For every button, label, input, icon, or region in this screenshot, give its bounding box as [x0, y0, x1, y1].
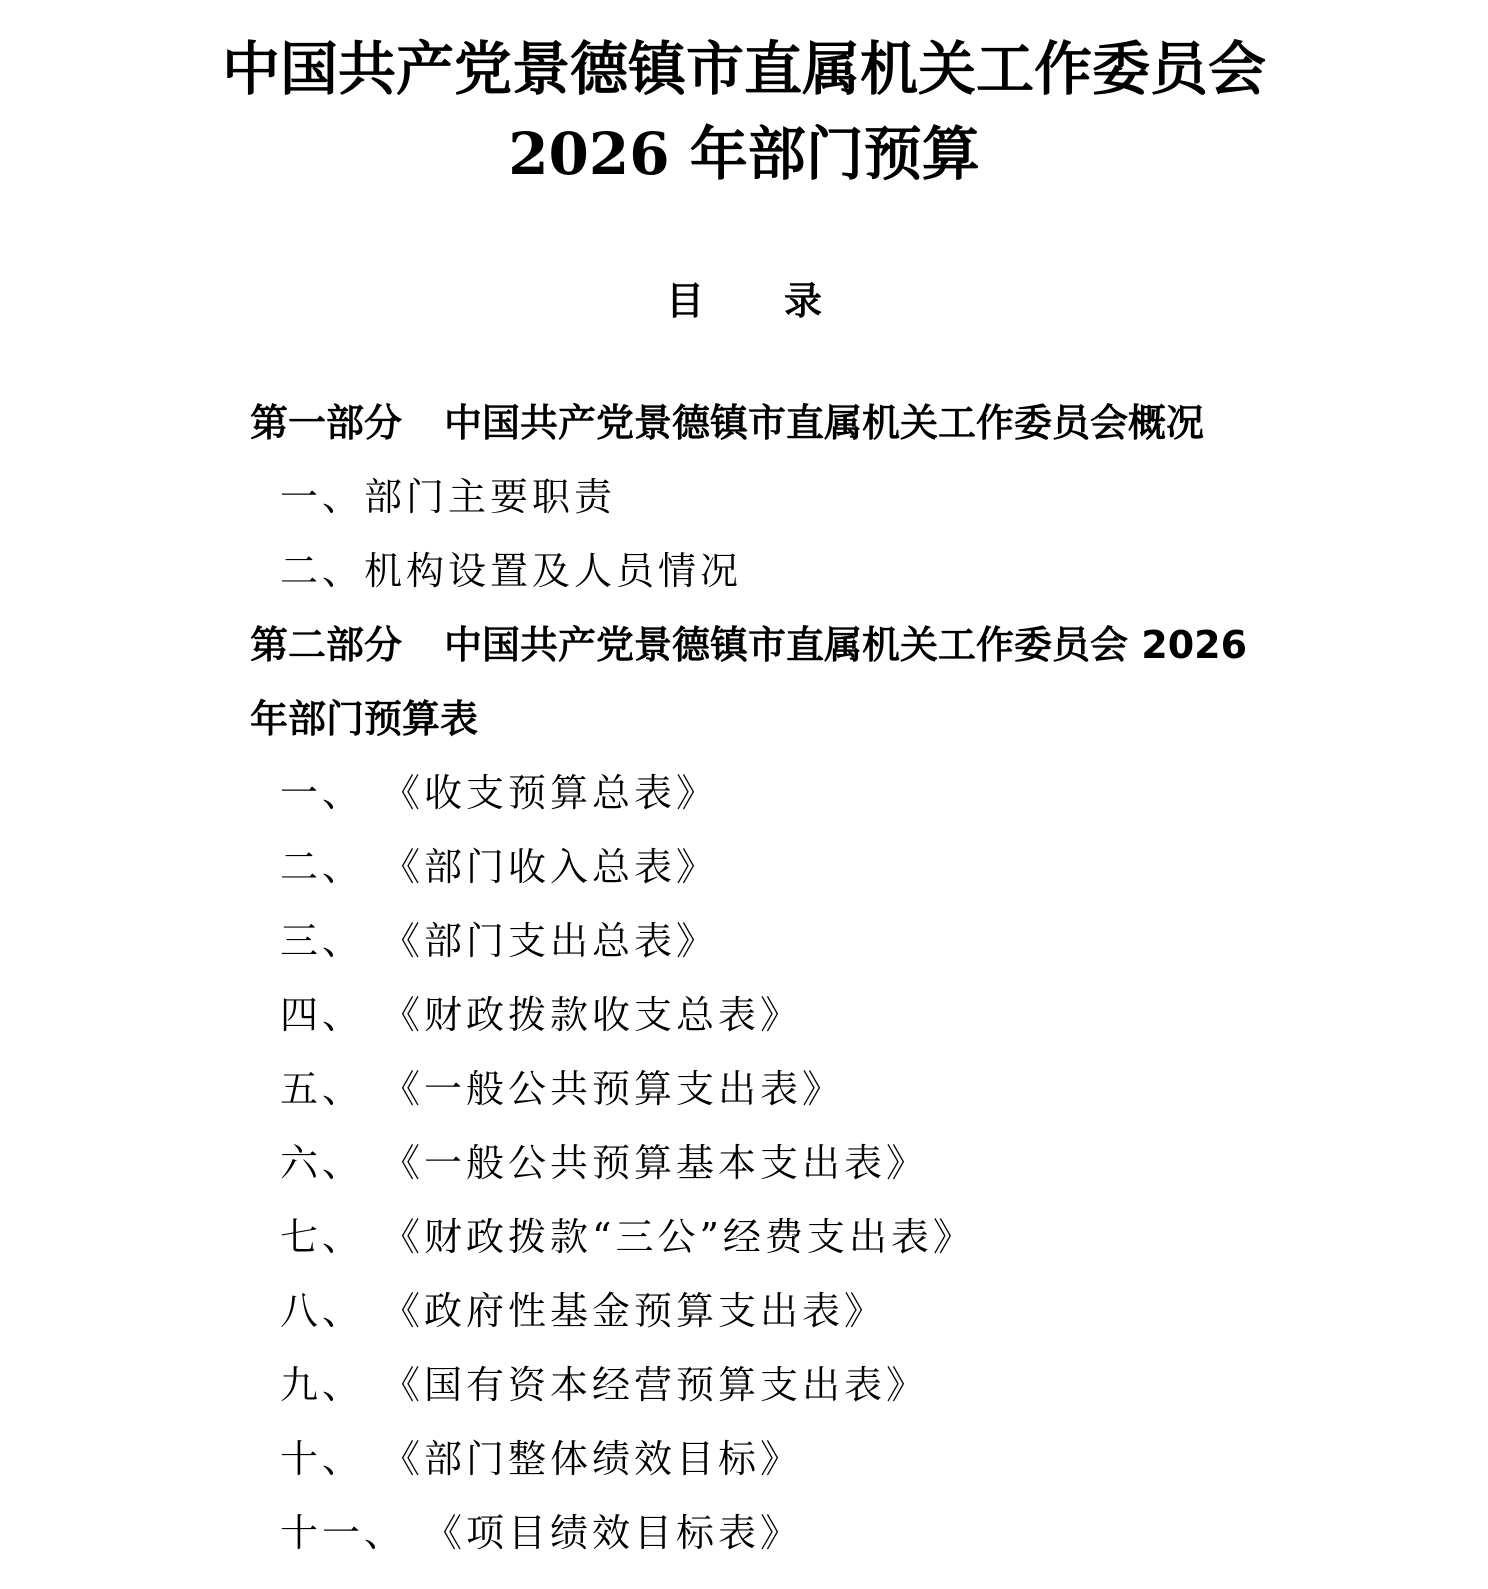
toc-heading: 目录	[665, 279, 902, 323]
toc-item-number: 七、	[280, 1215, 365, 1259]
toc-item-number: 一、	[280, 475, 365, 519]
toc-item-number: 二、	[280, 549, 365, 593]
toc-item[interactable]	[280, 1363, 929, 1407]
toc-part1-heading[interactable]	[250, 401, 1205, 445]
toc-item[interactable]	[280, 1215, 975, 1259]
toc-item[interactable]	[280, 1141, 929, 1185]
toc-item-number: 二、	[280, 845, 365, 889]
part-label: 第二部分	[250, 623, 403, 667]
toc-item[interactable]	[280, 993, 803, 1037]
toc-item-text: 《财政拨款“三公”经费支出表》	[382, 1215, 975, 1259]
toc-item-number: 五、	[280, 1067, 365, 1111]
toc-item-text: 《一般公共预算基本支出表》	[382, 1141, 929, 1185]
toc-item-text: 《部门整体绩效目标》	[382, 1437, 803, 1481]
toc-item-text: 《部门支出总表》	[382, 919, 719, 963]
toc-item[interactable]	[280, 1511, 803, 1555]
toc-item-number: 三、	[280, 919, 365, 963]
toc-item-text: 《一般公共预算支出表》	[382, 1067, 845, 1111]
toc-item-number: 十一、	[280, 1511, 407, 1555]
toc-item[interactable]	[280, 549, 743, 593]
toc-item-number: 四、	[280, 993, 365, 1037]
toc-item[interactable]	[280, 475, 617, 519]
toc-item-number: 十、	[280, 1437, 365, 1481]
toc-item[interactable]	[280, 771, 719, 815]
toc-item[interactable]	[280, 1067, 845, 1111]
toc-part2-heading[interactable]	[250, 623, 1248, 667]
toc-item-number: 六、	[280, 1141, 365, 1185]
part-title: 中国共产党景德镇市直属机关工作委员会 2026	[444, 623, 1248, 667]
toc-part2-heading-continued[interactable]	[250, 697, 479, 741]
toc-item-text: 《国有资本经营预算支出表》	[382, 1363, 929, 1407]
part-label: 第一部分	[250, 401, 403, 445]
toc-item-number: 八、	[280, 1289, 365, 1333]
toc-item-text: 《收支预算总表》	[382, 771, 719, 815]
document-title-line1: 中国共产党景德镇市直属机关工作委员会	[221, 35, 1266, 103]
part-title: 中国共产党景德镇市直属机关工作委员会概况	[444, 401, 1205, 445]
part-title-continued: 年部门预算表	[250, 697, 479, 741]
toc-item[interactable]	[280, 1289, 887, 1333]
toc-item-text: 《项目绩效目标表》	[424, 1511, 803, 1555]
toc-item-text: 机构设置及人员情况	[364, 549, 743, 593]
toc-item[interactable]	[280, 845, 719, 889]
toc-item[interactable]	[280, 919, 719, 963]
toc-item-text: 《政府性基金预算支出表》	[382, 1289, 887, 1333]
toc-item-text: 《部门收入总表》	[382, 845, 719, 889]
toc-item-text: 部门主要职责	[364, 475, 617, 519]
toc-item-text: 《财政拨款收支总表》	[382, 993, 803, 1037]
toc-item[interactable]	[280, 1437, 803, 1481]
toc-item-number: 一、	[280, 771, 365, 815]
document-title-line2: 2026 年部门预算	[508, 120, 980, 188]
toc-item-number: 九、	[280, 1363, 365, 1407]
